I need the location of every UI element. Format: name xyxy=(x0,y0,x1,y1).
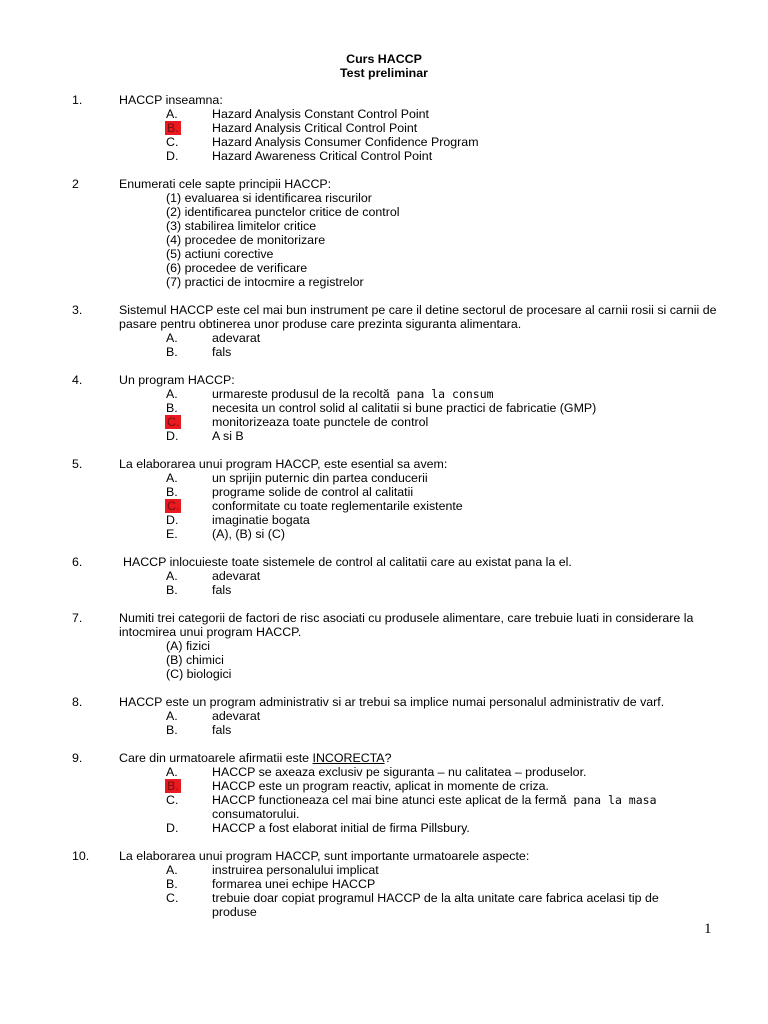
question-stem: HACCP inseamna: xyxy=(119,93,223,107)
option: B. fals xyxy=(166,583,232,597)
option-continuation: produse xyxy=(212,905,257,919)
option: A. Hazard Analysis Constant Control Point xyxy=(166,107,429,121)
answer-highlight: B. xyxy=(167,121,179,135)
option: A. un sprijin puternic din partea conducerii xyxy=(166,471,428,485)
question-number: 2 xyxy=(72,177,79,191)
option: D. imaginatie bogata xyxy=(166,513,310,527)
question-stem: Un program HACCP: xyxy=(119,373,235,387)
question-10 xyxy=(0,849,768,919)
option: B. fals xyxy=(166,723,232,737)
option: D. Hazard Awareness Critical Control Point xyxy=(166,149,433,163)
option: A. instruirea personalului implicat xyxy=(166,863,379,877)
question-number: 6. xyxy=(72,555,83,569)
question-9 xyxy=(0,751,768,835)
underlined-word: INCORECTA xyxy=(312,751,385,765)
principle-item: (4) procedee de monitorizare xyxy=(166,233,326,247)
answer-highlight: C. xyxy=(167,415,180,429)
factor-item: (B) chimici xyxy=(166,653,224,667)
question-4 xyxy=(0,373,768,443)
question-number: 5. xyxy=(72,457,83,471)
option: B. necesita un control solid al calitatii si bune practici de fabricatie (GMP) xyxy=(166,401,597,415)
question-stem: La elaborarea unui program HACCP, este esential sa avem: xyxy=(119,457,448,471)
question-stem: HACCP inlocuieste toate sistemele de control al calitatii care au existat pana la el. xyxy=(123,555,572,569)
principle-item: (3) stabilirea limitelor critice xyxy=(166,219,317,233)
question-stem: Enumerati cele sapte principii HACCP: xyxy=(119,177,332,191)
question-8 xyxy=(0,695,768,737)
option: C. HACCP functioneaza cel mai bine atunci este aplicat de la fermă pana la masa xyxy=(166,793,657,807)
principle-item: (6) procedee de verificare xyxy=(166,261,308,275)
option-highlighted: B. Hazard Analysis Critical Control Point xyxy=(167,121,418,135)
option-highlighted: C. monitorizeaza toate punctele de control xyxy=(167,415,429,429)
question-stem: HACCP este un program administrativ si ar trebui sa implice numai personalul administrativ de varf. xyxy=(119,695,665,709)
factor-item: (C) biologici xyxy=(166,667,232,681)
principle-item: (7) practici de intocmire a registrelor xyxy=(166,275,364,289)
question-number: 1. xyxy=(72,93,83,107)
question-number: 7. xyxy=(72,611,83,625)
option: A. adevarat xyxy=(166,331,261,345)
question-stem: Care din urmatoarele afirmatii este INCORECTA? xyxy=(119,751,392,765)
question-number: 9. xyxy=(72,751,83,765)
option: E. (A), (B) si (C) xyxy=(166,527,285,541)
option: C. Hazard Analysis Consumer Confidence Program xyxy=(166,135,479,149)
option: D. A si B xyxy=(166,429,244,443)
question-number: 3. xyxy=(72,303,83,317)
option: A. adevarat xyxy=(166,709,261,723)
factor-item: (A) fizici xyxy=(166,639,211,653)
page-number: 1 xyxy=(704,921,712,937)
option-highlighted: C. conformitate cu toate reglementarile existente xyxy=(167,499,463,513)
document-title: Curs HACCP xyxy=(346,52,422,66)
principle-item: (1) evaluarea si identificarea riscurilor xyxy=(166,191,372,205)
question-2 xyxy=(0,177,768,289)
question-stem: Numiti trei categorii de factori de risc asociati cu produsele alimentare, care trebuie luati in considerare la intocmirea unui program HACCP. xyxy=(119,611,694,639)
question-number: 10. xyxy=(72,849,90,863)
question-7 xyxy=(0,611,768,681)
question-number: 4. xyxy=(72,373,83,387)
question-number: 8. xyxy=(72,695,83,709)
option: A. HACCP se axeaza exclusiv pe siguranta – nu calitatea – produselor. xyxy=(166,765,587,779)
question-stem: Sistemul HACCP este cel mai bun instrument pe care il detine sectorul de procesare al carnii rosii si carnii de pasare pentru obtinerea unor produse care prezinta siguranta alimentara. xyxy=(119,303,717,331)
principle-item: (2) identificarea punctelor critice de control xyxy=(166,205,400,219)
question-stem: La elaborarea unui program HACCP, sunt importante urmatoarele aspecte: xyxy=(119,849,530,863)
answer-highlight: C. xyxy=(167,499,180,513)
question-5 xyxy=(0,457,768,541)
option: B. programe solide de control al calitatii xyxy=(166,485,414,499)
question-3 xyxy=(0,303,768,359)
option: B. fals xyxy=(166,345,232,359)
question-1 xyxy=(0,93,768,163)
question-6 xyxy=(0,555,768,597)
document-subtitle: Test preliminar xyxy=(340,66,428,80)
option: C. trebuie doar copiat programul HACCP de la alta unitate care fabrica acelasi tip de xyxy=(166,891,659,905)
option: A. urmareste produsul de la recoltă pana la consum xyxy=(166,387,494,401)
option: A. adevarat xyxy=(166,569,261,583)
answer-highlight: B. xyxy=(167,779,179,793)
principle-item: (5) actiuni corective xyxy=(166,247,274,261)
option-highlighted: B. HACCP este un program reactiv, aplicat in momente de criza. xyxy=(167,779,549,793)
option-continuation: consumatorului. xyxy=(212,807,300,821)
option: D. HACCP a fost elaborat initial de firma Pillsbury. xyxy=(166,821,470,835)
option: B. formarea unei echipe HACCP xyxy=(166,877,376,891)
